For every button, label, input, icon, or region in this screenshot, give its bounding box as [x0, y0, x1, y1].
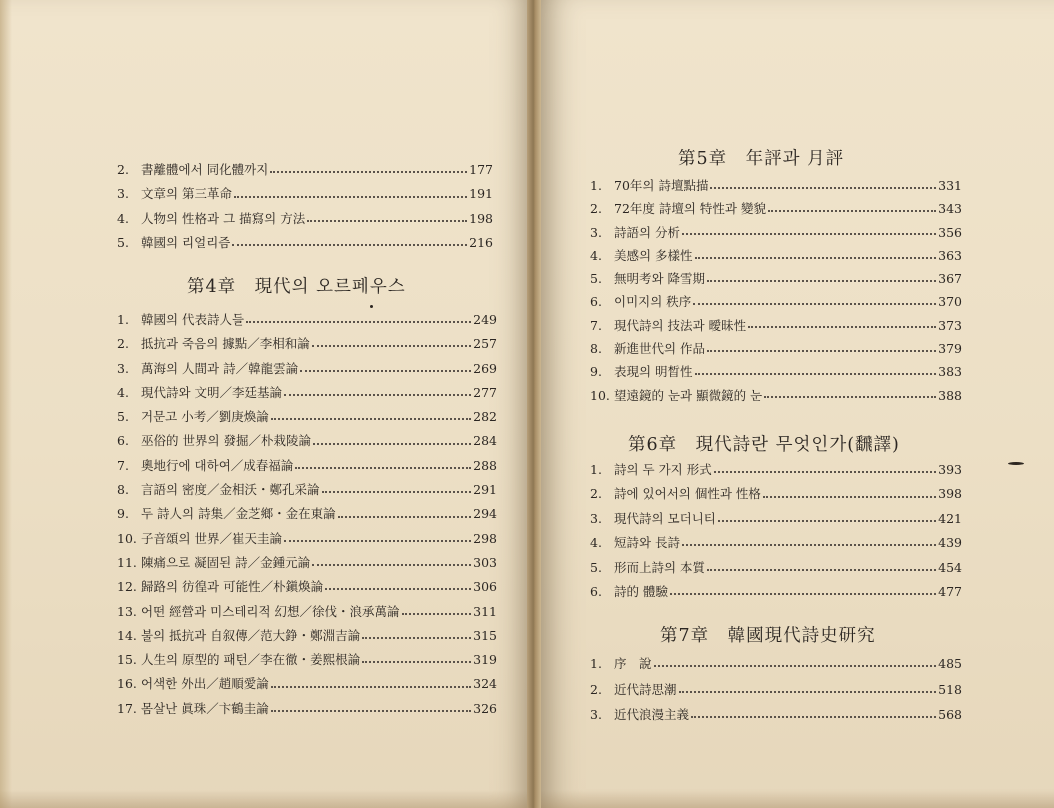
- toc-entry-title: 詩의 두 가지 形式: [614, 462, 712, 477]
- toc-entry-page: 477: [938, 583, 962, 599]
- toc-entry-title: 두 詩人의 詩集／金芝鄉・金在東論: [141, 506, 336, 522]
- toc-entry-title: 現代詩의 모더니티: [614, 510, 716, 526]
- toc-leader-dots: [234, 196, 467, 198]
- chapter6-heading: 第6章 現代詩란 무엇인가(飜譯): [628, 435, 900, 455]
- toc-leader-dots: [710, 187, 936, 189]
- toc-entry: [117, 527, 497, 551]
- toc-entry-number: 10.: [117, 530, 137, 546]
- toc-entry-number: 2.: [590, 486, 602, 502]
- toc-leader-dots: [682, 544, 936, 546]
- toc-entry-page: 216: [469, 235, 493, 251]
- toc-list-chapter7: [590, 651, 962, 728]
- toc-entry-page: 319: [473, 652, 497, 668]
- toc-entry-title: 詩에 있어서의 個性과 性格: [614, 486, 761, 502]
- toc-entry-number: 2.: [117, 162, 129, 177]
- toc-entry-number: 1.: [590, 462, 602, 477]
- toc-entry: [117, 308, 497, 332]
- toc-entry-number: 11.: [117, 554, 137, 570]
- toc-leader-dots: [232, 244, 467, 246]
- toc-entry: [117, 332, 497, 356]
- toc-leader-dots: [682, 233, 936, 235]
- toc-entry-title: 이미지의 秩序: [614, 294, 692, 310]
- toc-entry-number: 5.: [117, 235, 129, 251]
- toc-entry-page: 249: [473, 312, 497, 327]
- toc-entry-page: 303: [473, 554, 497, 570]
- toc-entry-title: 子音頌의 世界／崔天圭論: [141, 530, 283, 546]
- toc-entry: [117, 182, 493, 206]
- toc-leader-dots: [707, 280, 936, 282]
- toc-leader-dots: [748, 326, 936, 328]
- page-bottom-shadow: [537, 790, 1054, 808]
- ink-speck: [370, 305, 373, 308]
- toc-entry: [117, 697, 497, 721]
- toc-entry: [117, 158, 493, 182]
- toc-leader-dots: [691, 716, 936, 718]
- toc-leader-dots: [313, 443, 471, 445]
- toc-entry-number: 8.: [590, 341, 602, 357]
- toc-entry-title: 無明考와 降雪期: [614, 271, 706, 287]
- toc-entry: [590, 384, 962, 407]
- toc-entry-title: 望遠鏡的 눈과 顯微鏡的 눈: [614, 387, 763, 403]
- toc-entry-number: 15.: [117, 652, 137, 668]
- toc-leader-dots: [764, 396, 936, 398]
- toc-leader-dots: [300, 370, 471, 372]
- toc-entry-title: 韓國의 리얼리즘: [141, 235, 231, 251]
- toc-entry-page: 284: [473, 433, 497, 449]
- toc-entry-number: 1.: [590, 656, 602, 671]
- toc-entry-page: 294: [473, 506, 497, 522]
- toc-leader-dots: [284, 394, 471, 396]
- toc-leader-dots: [295, 467, 471, 469]
- toc-entry-title: 어떤 經營과 미스테리적 幻想／徐伐・浪承萬論: [141, 603, 400, 619]
- toc-entry-title: 巫俗的 世界의 發掘／朴栽陵論: [141, 433, 312, 449]
- toc-entry-number: 3.: [590, 707, 602, 723]
- toc-entry-title: 書離體에서 同化體까지: [141, 162, 269, 177]
- toc-entry-number: 2.: [590, 681, 602, 697]
- toc-entry: [590, 267, 962, 290]
- toc-leader-dots: [325, 588, 471, 590]
- toc-entry-page: 356: [938, 224, 962, 240]
- toc-entry-title: 72年度 詩壇의 特性과 變貌: [614, 201, 766, 217]
- toc-entry: [117, 600, 497, 624]
- toc-entry: [590, 244, 962, 267]
- chapter5-heading: 第5章 年評과 月評: [678, 149, 845, 169]
- toc-entry: [590, 174, 962, 197]
- toc-leader-dots: [768, 210, 936, 212]
- toc-entry-number: 16.: [117, 676, 137, 692]
- toc-entry: [590, 556, 962, 580]
- toc-entry: [117, 551, 497, 575]
- toc-entry-page: 421: [938, 510, 962, 526]
- toc-entry-title: 新進世代의 作品: [614, 341, 706, 357]
- toc-leader-dots: [271, 710, 471, 712]
- ink-speck: [1008, 462, 1024, 465]
- toc-entry-title: 序 說: [614, 656, 652, 671]
- toc-entry: [117, 231, 493, 255]
- toc-entry: [590, 531, 962, 555]
- toc-entry-page: 191: [469, 186, 493, 202]
- toc-leader-dots: [679, 691, 937, 693]
- toc-entry-page: 373: [938, 317, 962, 333]
- toc-entry-title: 歸路의 彷徨과 可能性／朴鎭煥論: [141, 579, 324, 595]
- toc-entry-title: 어색한 外出／趙順愛論: [141, 676, 269, 692]
- toc-leader-dots: [362, 661, 471, 663]
- toc-entry-page: 177: [469, 162, 493, 177]
- toc-entry-number: 13.: [117, 603, 137, 619]
- toc-entry-page: 324: [473, 676, 497, 692]
- toc-entry-title: 現代詩의 技法과 曖昧性: [614, 317, 747, 333]
- toc-entry-page: 454: [938, 559, 962, 575]
- toc-entry-page: 311: [473, 603, 497, 619]
- toc-entry-page: 485: [938, 656, 962, 671]
- toc-entry-number: 2.: [117, 336, 129, 352]
- toc-entry-title: 表現의 明晳性: [614, 364, 693, 380]
- toc-leader-dots: [695, 257, 937, 259]
- toc-leader-dots: [763, 496, 936, 498]
- toc-entry-page: 363: [938, 247, 962, 263]
- toc-entry: [117, 672, 497, 696]
- toc-list-chapter3-tail: [117, 158, 493, 256]
- toc-entry-title: 70年의 詩壇點描: [614, 178, 709, 193]
- toc-entry-title: 近代詩思潮: [614, 681, 677, 697]
- toc-entry-number: 3.: [117, 186, 129, 202]
- toc-entry-page: 379: [938, 341, 962, 357]
- toc-entry-title: 詩的 體驗: [614, 583, 668, 599]
- toc-entry: [590, 290, 962, 313]
- toc-entry-number: 1.: [117, 312, 129, 327]
- toc-entry-number: 4.: [590, 247, 602, 263]
- toc-entry-page: 343: [938, 201, 962, 217]
- toc-entry: [117, 575, 497, 599]
- toc-entry: [590, 482, 962, 506]
- toc-entry-title: 詩語의 分析: [614, 224, 681, 240]
- toc-leader-dots: [312, 345, 471, 347]
- toc-leader-dots: [718, 520, 936, 522]
- toc-entry: [117, 357, 497, 381]
- toc-leader-dots: [271, 418, 471, 420]
- toc-entry-number: 5.: [117, 409, 129, 425]
- toc-entry-number: 9.: [590, 364, 602, 380]
- toc-entry-page: 306: [473, 579, 497, 595]
- toc-entry-title: 萬海의 人間과 詩／韓龍雲論: [141, 360, 299, 376]
- toc-entry-number: 12.: [117, 579, 137, 595]
- toc-entry-number: 3.: [590, 510, 602, 526]
- toc-entry-page: 439: [938, 535, 962, 551]
- toc-entry-page: 398: [938, 486, 962, 502]
- toc-entry-title: 불의 抵抗과 自叙傳／范大錚・鄭淵吉論: [141, 627, 361, 643]
- toc-entry: [590, 580, 962, 604]
- toc-entry-title: 美感의 多樣性: [614, 247, 693, 263]
- toc-entry-title: 言語의 密度／金相沃・鄭孔采論: [141, 482, 320, 498]
- toc-entry-number: 6.: [590, 294, 602, 310]
- toc-entry-number: 3.: [117, 360, 129, 376]
- toc-entry-title: 몸살난 眞珠／卞鶴圭論: [141, 700, 269, 716]
- toc-entry-number: 4.: [117, 210, 129, 226]
- toc-entry-title: 抵抗과 죽음의 據點／李相和論: [141, 336, 310, 352]
- toc-entry-title: 形而上詩의 本質: [614, 559, 706, 575]
- toc-entry-title: 人物의 性格과 그 描寫의 方法: [141, 210, 306, 226]
- toc-entry: [590, 221, 962, 244]
- toc-entry-number: 8.: [117, 482, 129, 498]
- page-bottom-shadow: [0, 790, 531, 808]
- toc-entry: [117, 502, 497, 526]
- toc-entry-number: 10.: [590, 387, 610, 403]
- toc-entry-number: 14.: [117, 627, 137, 643]
- toc-entry: [117, 624, 497, 648]
- toc-entry-number: 6.: [117, 433, 129, 449]
- toc-entry-title: 人生의 原型的 패턴／李在徹・姜熙根論: [141, 652, 361, 668]
- toc-leader-dots: [270, 171, 467, 173]
- toc-leader-dots: [693, 303, 936, 305]
- toc-leader-dots: [312, 564, 471, 566]
- toc-entry-page: 291: [473, 482, 497, 498]
- toc-entry: [117, 429, 497, 453]
- toc-leader-dots: [714, 471, 936, 473]
- toc-entry: [117, 405, 497, 429]
- toc-entry-page: 568: [938, 707, 962, 723]
- toc-entry-page: 370: [938, 294, 962, 310]
- toc-entry-number: 3.: [590, 224, 602, 240]
- chapter7-heading: 第7章 韓國現代詩史研究: [660, 626, 876, 646]
- toc-entry-page: 388: [938, 387, 962, 403]
- toc-entry: [590, 702, 962, 728]
- toc-entry-title: 短詩와 長詩: [614, 535, 681, 551]
- toc-entry-number: 4.: [117, 384, 129, 400]
- toc-entry-page: 298: [473, 530, 497, 546]
- toc-leader-dots: [402, 613, 472, 615]
- toc-entry: [117, 478, 497, 502]
- toc-entry-page: 198: [469, 210, 493, 226]
- toc-entry-number: 6.: [590, 583, 602, 599]
- toc-entry-page: 315: [473, 627, 497, 643]
- toc-entry: [117, 454, 497, 478]
- toc-entry-number: 7.: [590, 317, 602, 333]
- toc-entry-number: 7.: [117, 457, 129, 473]
- toc-leader-dots: [322, 491, 472, 493]
- toc-leader-dots: [670, 593, 936, 595]
- toc-entry-page: 282: [473, 409, 497, 425]
- toc-entry: [117, 207, 493, 231]
- chapter4-heading: 第4章 現代의 오르페우스: [187, 277, 406, 297]
- toc-entry-title: 奧地行에 대하여／成春福論: [141, 457, 294, 473]
- toc-entry-number: 4.: [590, 535, 602, 551]
- toc-entry-number: 2.: [590, 201, 602, 217]
- toc-leader-dots: [362, 637, 471, 639]
- toc-entry-title: 韓國의 代表詩人들: [141, 312, 245, 327]
- toc-list-chapter6: [590, 458, 962, 604]
- toc-entry-page: 518: [938, 681, 962, 697]
- toc-entry-title: 現代詩와 文明／李廷基論: [141, 384, 283, 400]
- toc-entry: [590, 651, 962, 677]
- toc-leader-dots: [695, 373, 937, 375]
- toc-entry-title: 陳痛으로 凝固된 詩／金鍾元論: [141, 554, 311, 570]
- toc-entry-page: 331: [938, 178, 962, 193]
- toc-entry: [590, 360, 962, 383]
- toc-entry: [117, 648, 497, 672]
- toc-entry: [590, 314, 962, 337]
- toc-entry-page: 269: [473, 360, 497, 376]
- toc-leader-dots: [707, 569, 936, 571]
- toc-entry-page: 288: [473, 457, 497, 473]
- book-gutter: [527, 0, 541, 808]
- toc-leader-dots: [284, 540, 471, 542]
- toc-entry-number: 5.: [590, 559, 602, 575]
- toc-entry-page: 257: [473, 336, 497, 352]
- toc-entry-page: 383: [938, 364, 962, 380]
- toc-list-chapter5: [590, 174, 962, 407]
- toc-entry-title: 거문고 小考／劉庚煥論: [141, 409, 269, 425]
- toc-entry-title: 近代浪漫主義: [614, 707, 690, 723]
- toc-leader-dots: [654, 665, 937, 667]
- toc-entry-number: 5.: [590, 271, 602, 287]
- toc-entry-title: 文章의 第三革命: [141, 186, 233, 202]
- toc-entry: [590, 337, 962, 360]
- toc-entry: [117, 381, 497, 405]
- page-edge-shadow: [0, 0, 12, 808]
- toc-entry-page: 393: [938, 462, 962, 477]
- toc-leader-dots: [246, 321, 471, 323]
- toc-entry-page: 367: [938, 271, 962, 287]
- toc-entry-page: 326: [473, 700, 497, 716]
- toc-leader-dots: [707, 350, 936, 352]
- toc-entry: [590, 458, 962, 482]
- toc-entry: [590, 507, 962, 531]
- toc-entry-page: 277: [473, 384, 497, 400]
- toc-entry-number: 1.: [590, 178, 602, 193]
- toc-leader-dots: [338, 516, 472, 518]
- toc-entry: [590, 677, 962, 703]
- toc-entry-number: 17.: [117, 700, 137, 716]
- toc-list-chapter4: [117, 308, 497, 721]
- toc-entry-number: 9.: [117, 506, 129, 522]
- toc-leader-dots: [271, 686, 471, 688]
- toc-leader-dots: [307, 220, 467, 222]
- toc-entry: [590, 197, 962, 220]
